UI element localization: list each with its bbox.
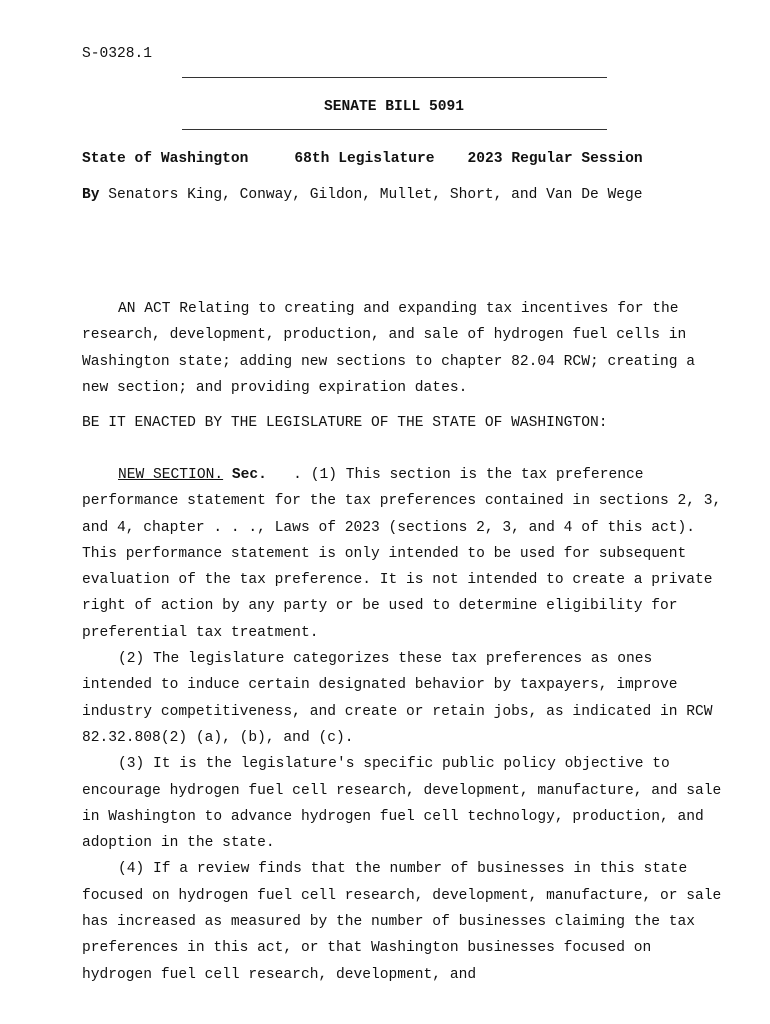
sponsors-by-label: By xyxy=(82,187,100,203)
session-line xyxy=(82,151,643,167)
sec-number-blank: . xyxy=(266,467,311,483)
new-section-label: NEW SECTION. xyxy=(118,467,224,483)
sec-label: Sec. xyxy=(231,467,267,483)
legislature-name: 68th Legislature xyxy=(294,151,435,167)
enacting-clause: BE IT ENACTED BY THE LEGISLATURE OF THE STATE OF WASHINGTON: xyxy=(82,415,608,431)
bill-title: SENATE BILL 5091 xyxy=(323,99,465,115)
section-paragraph-2: (2) The legislature categorizes these tax preferences as ones intended to induce certain designated behavior by taxpayers, improve industry competitiveness, and create or retain jobs, as indicated in RCW 82.32.808(2) (a), (b), and (c). xyxy=(82,651,713,746)
section-body xyxy=(82,462,722,988)
state-name: State of Washington xyxy=(82,151,249,167)
section-paragraph-1 xyxy=(82,462,722,646)
act-title-block xyxy=(82,296,722,401)
sponsors-names: Senators King, Conway, Gildon, Mullet, Short, and Van De Wege xyxy=(108,187,643,203)
sponsors-line xyxy=(82,187,643,203)
title-rule-top xyxy=(182,77,607,78)
section-paragraph-4: (4) If a review finds that the number of businesses in this state focused on hydrogen fuel cell research, development, manufacture, or sale has increased as measured by the number of businesses claiming the tax preferences in this act, or that Washington businesses focused on hydrogen fuel cell research, development, and xyxy=(82,861,722,983)
document-id: S-0328.1 xyxy=(82,46,153,62)
section-paragraph-3: (3) It is the legislature's specific public policy objective to encourage hydrogen fuel cell research, development, manufacture, and sale in Washington to advance hydrogen fuel cell technology, production, and adoption in the state. xyxy=(82,756,722,852)
paragraph-text: (1) This section is the tax preference performance statement for the tax preferences contained in sections 2, 3, and 4, chapter . . ., Laws of 2023 (sections 2, 3, and 4 of this act). This performance statement is only intended to be used for subsequent evaluation of the tax preference. It is not intended to create a private right of action by any party or be used to determine eligibility for preferential tax treatment. xyxy=(82,467,722,641)
session-name: 2023 Regular Session xyxy=(467,151,643,167)
act-title: AN ACT Relating to creating and expanding tax incentives for the research, development, production, and sale of hydrogen fuel cells in Washington state; adding new sections to chapter 82.04 RCW; creating a new section; and providing expiration dates. xyxy=(82,301,696,396)
title-rule-bottom xyxy=(182,129,607,130)
